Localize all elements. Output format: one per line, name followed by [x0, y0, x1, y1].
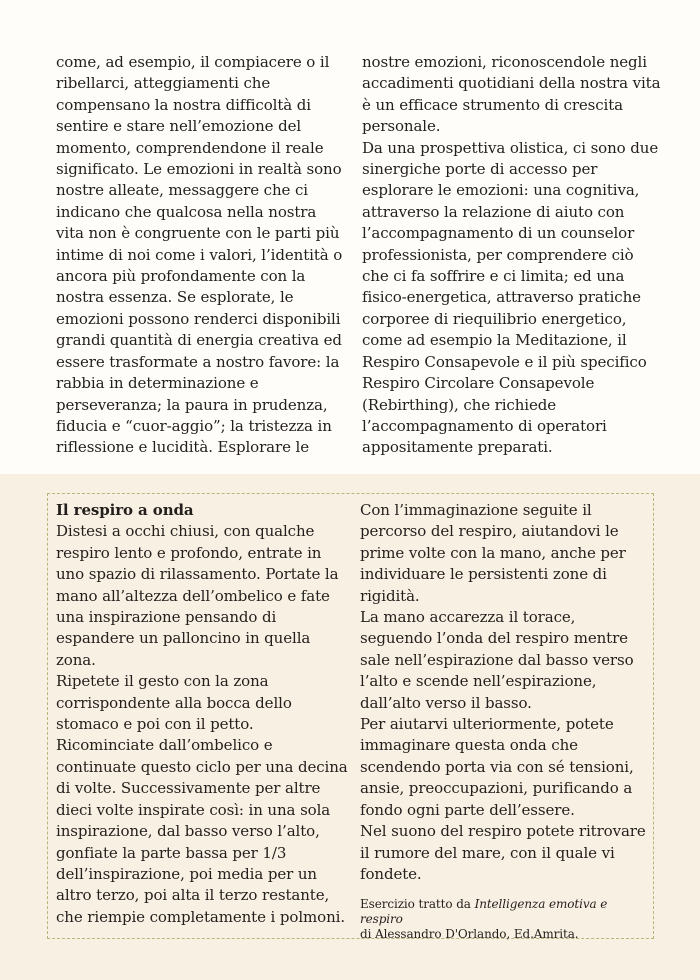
- exercise-paragraph: Per aiutarvi ulteriormente, potete immaginare questa onda che scendendo porta via con sé tensioni, ansie, preoccupazioni, purificando a fondo ogni parte dell’essere.: [360, 715, 634, 819]
- exercise-paragraph: Ripetete il gesto con la zona corrispondente alla bocca dello stomaco e poi con il petto.: [56, 672, 292, 734]
- exercise-paragraph: La mano accarezza il torace, seguendo l’onda del respiro mentre sale nell’espirazione dal basso verso l’alto e scende nell’espirazione, dall’alto verso il basso.: [360, 608, 634, 712]
- credit-author: di Alessandro D'Orlando, Ed.Amrita.: [360, 927, 579, 942]
- article-left-column: [56, 52, 346, 459]
- article-right-column: [362, 52, 662, 459]
- exercise-paragraph: Nel suono del respiro potete ritrovare il rumore del mare, con il quale vi fondete.: [360, 822, 646, 883]
- exercise-title: Il respiro a onda: [56, 501, 194, 519]
- credit-book-title: Intelligenza emotiva e respiro: [360, 897, 608, 927]
- credit-prefix: Esercizio tratto da: [360, 897, 475, 912]
- exercise-left-column: [56, 500, 348, 928]
- exercise-right-column: [360, 500, 650, 942]
- article-paragraph: nostre emozioni, riconoscendole negli accadimenti quotidiani della nostra vita è un efficace strumento di crescita personale.: [362, 53, 661, 136]
- exercise-paragraph: Ricominciate dall’ombelico e continuate questo ciclo per una decina di volte. Successivamente per altre dieci volte inspirate così: in una sola inspirazione, dal basso verso l’alto, gonfiate la parte bassa per 1/3 dell’inspirazione, poi media per un altro terzo, poi alta il terzo restante, che riempie completamente i polmoni.: [56, 736, 348, 926]
- exercise-paragraph: Con l’immaginazione seguite il percorso del respiro, aiutandovi le prime volte con la mano, anche per individuare le persistenti zone di rigidità.: [360, 501, 626, 605]
- exercise-credit: [360, 897, 650, 942]
- article-paragraph: Da una prospettiva olistica, ci sono due sinergiche porte di accesso per esplorare le emozioni: una cognitiva, attraverso la relazione di aiuto con l’accompagnamento di un counselor professionista, per comprendere ciò che ci fa soffrire e ci limita; ed una fisico-energetica, attraverso pratiche corporee di riequilibrio energetico, come ad esempio la Meditazione, il Respiro Consapevole e il più specifico Respiro Circolare Consapevole (Rebirthing), che richiede l’accompagnamento di operatori appositamente preparati.: [362, 138, 659, 457]
- article-paragraph: come, ad esempio, il compiacere o il ribellarci, atteggiamenti che compensano la nostra difficoltà di sentire e stare nell’emozione del momento, comprendendone il reale significato. Le emozioni in realtà sono nostre alleate, messaggere che ci indicano che qualcosa nella nostra vita non è congruente con le parti più intime di noi come i valori, l’identità o ancora più profondamente con la nostra essenza. Se esplorate, le emozioni possono renderci disponibili grandi quantità di energia creativa ed essere trasformate a nostro favore: la rabbia in determinazione e perseveranza; la paura in prudenza, fiducia e “cuor-aggio”; la tristezza in riflessione e lucidità. Esplorare le: [56, 53, 343, 457]
- exercise-paragraph: Distesi a occhi chiusi, con qualche respiro lento e profondo, entrate in uno spazio di rilassamento. Portate la mano all’altezza dell’ombelico e fate una inspirazione pensando di espandere un palloncino in quella zona.: [56, 522, 339, 669]
